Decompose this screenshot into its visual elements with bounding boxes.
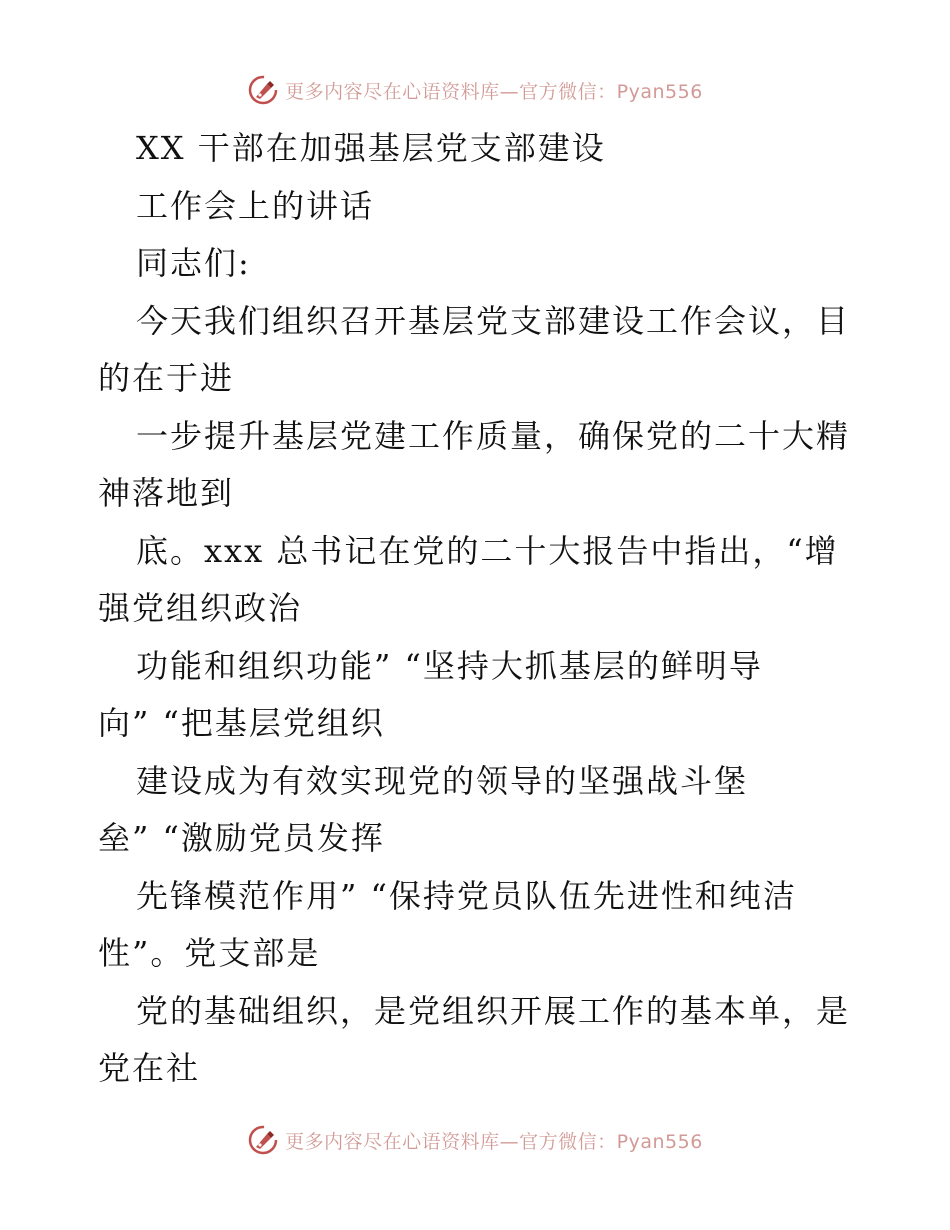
text-line: XX 干部在加强基层党支部建设 [136, 129, 606, 167]
pen-nib-circle-icon [247, 74, 279, 106]
watermark-text: 更多内容尽在心语资料库—官方微信：Pyan556 [285, 1130, 703, 1153]
text-line: 的在于进 [98, 359, 235, 397]
text-line: 建设成为有效实现党的领导的坚强战斗堡 [136, 761, 749, 800]
text-line: 今天我们组织召开基层党支部建设工作会议，目 [136, 301, 851, 340]
document-body [98, 120, 858, 1098]
text-line: 功能和组织功能” “坚持大抓基层的鲜明导 [136, 646, 763, 685]
watermark-footer [0, 1120, 950, 1160]
watermark-text: 更多内容尽在心语资料库—官方微信：Pyan556 [285, 80, 703, 103]
text-line: 党在社 [98, 1049, 201, 1087]
text-line: 同志们: [136, 244, 251, 282]
watermark-header [0, 70, 950, 110]
text-line: 先锋模范作用” “保持党员队伍先进性和纯洁 [136, 876, 797, 915]
text-line: 底。xxx 总书记在党的二十大报告中指出，“增 [136, 531, 839, 570]
text-line: 工作会上的讲话 [136, 186, 375, 225]
text-line: 神落地到 [98, 474, 235, 512]
text-line: 党的基础组织，是党组织开展工作的基本单，是 [136, 991, 851, 1030]
pen-nib-circle-icon [247, 1124, 279, 1156]
text-line: 强党组织政治 [98, 589, 303, 627]
text-line: 向” “把基层党组织 [98, 704, 385, 742]
text-line: 性”。党支部是 [98, 934, 321, 972]
text-line: 垒” “激励党员发挥 [98, 819, 385, 857]
text-line: 一步提升基层党建工作质量，确保党的二十大精 [136, 416, 851, 455]
